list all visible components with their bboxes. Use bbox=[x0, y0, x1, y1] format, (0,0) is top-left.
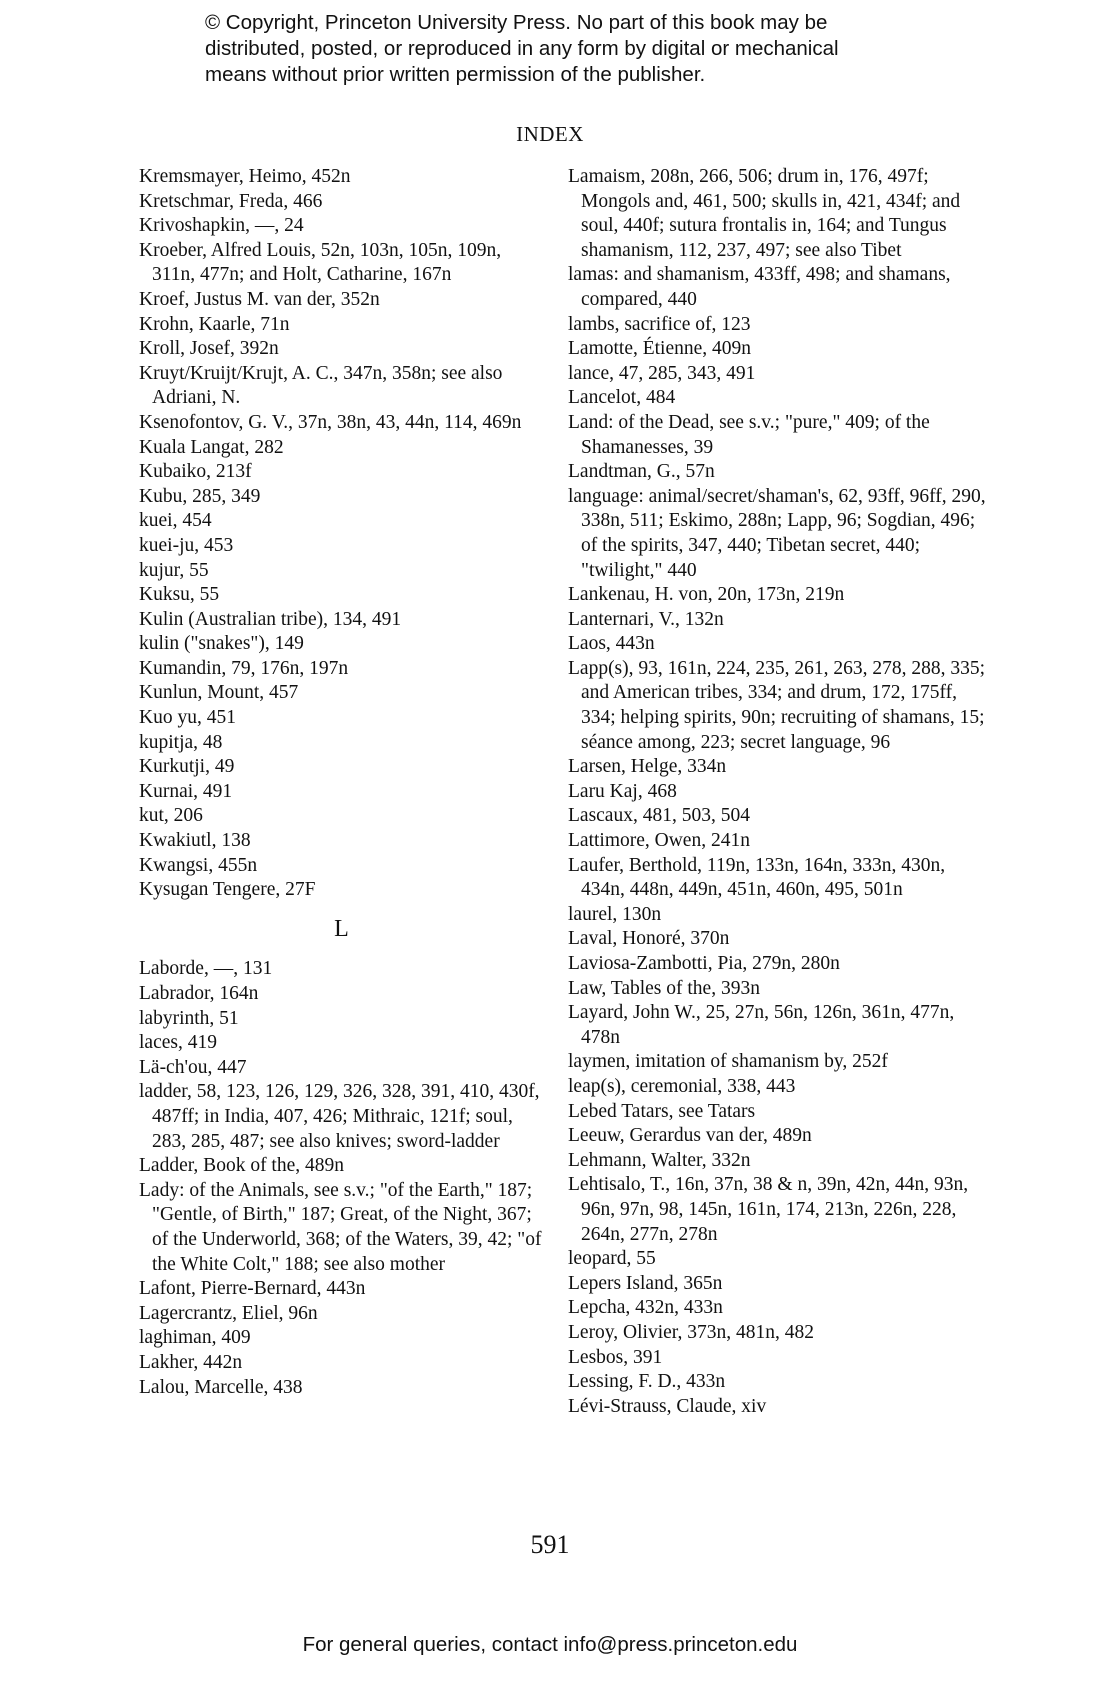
index-entry: kupitja, 48 bbox=[139, 731, 223, 753]
index-column-left bbox=[139, 165, 544, 1400]
index-entry: Lady: of the Animals, see s.v.; "of the Earth," 187; "Gentle, of Birth," 187; Great, of the Night, 367; of the Underworld, 368; of the Waters, 39, 42; "of the White Colt," 188; see also mother bbox=[139, 1179, 542, 1275]
index-entry: Lafont, Pierre-Bernard, 443n bbox=[139, 1278, 366, 1300]
index-entry: laymen, imitation of shamanism by, 252f bbox=[568, 1051, 888, 1073]
index-entry: Kwakiutl, 138 bbox=[139, 830, 251, 852]
index-entry: Kunlun, Mount, 457 bbox=[139, 682, 299, 704]
index-entry: laghiman, 409 bbox=[139, 1327, 251, 1349]
copyright-line: means without prior written permission of the publisher. bbox=[205, 63, 706, 86]
index-entry: kut, 206 bbox=[139, 805, 203, 827]
index-entry: Kruyt/Kruijt/Krujt, A. C., 347n, 358n; see also Adriani, N. bbox=[139, 362, 503, 409]
index-entry: Kwangsi, 455n bbox=[139, 854, 258, 876]
index-entry: Lä-ch'ou, 447 bbox=[139, 1056, 247, 1078]
page-title: INDEX bbox=[516, 122, 584, 146]
index-entry: Kremsmayer, Heimo, 452n bbox=[139, 166, 351, 187]
index-entry: Lattimore, Owen, 241n bbox=[568, 830, 750, 852]
copyright-line: distributed, posted, or reproduced in any form by digital or mechanical bbox=[205, 37, 839, 60]
index-entry: laces, 419 bbox=[139, 1032, 217, 1054]
index-entry: labyrinth, 51 bbox=[139, 1007, 239, 1029]
index-entry: kuei-ju, 453 bbox=[139, 534, 234, 556]
index-entry: Lancelot, 484 bbox=[568, 387, 676, 409]
index-entry: Kulin (Australian tribe), 134, 491 bbox=[139, 608, 402, 630]
index-entry: Krohn, Kaarle, 71n bbox=[139, 313, 290, 335]
index-entry: Kroef, Justus M. van der, 352n bbox=[139, 288, 380, 310]
index-entry: Kroeber, Alfred Louis, 52n, 103n, 105n, 109n, 311n, 477n; and Holt, Catharine, 167n bbox=[139, 239, 502, 286]
footer-contact: For general queries, contact info@press.princeton.edu bbox=[302, 1633, 798, 1656]
index-entry: Laos, 443n bbox=[568, 633, 655, 655]
index-entry: Kubaiko, 213f bbox=[139, 461, 252, 483]
index-entry: Lepcha, 432n, 433n bbox=[568, 1297, 723, 1319]
index-entry: laurel, 130n bbox=[568, 903, 662, 925]
index-entry: Lessing, F. D., 433n bbox=[568, 1371, 726, 1393]
index-entry: language: animal/secret/shaman's, 62, 93ff, 96ff, 290, 338n, 511; Eskimo, 288n; Lapp, 96; Sogdian, 496; of the spirits, 347, 440; Tibetan secret, 440; "twilight," 440 bbox=[568, 485, 986, 581]
copyright-line: © Copyright, Princeton University Press. No part of this book may be bbox=[205, 11, 828, 34]
index-entry: Lakher, 442n bbox=[139, 1351, 243, 1373]
index-entry: Ladder, Book of the, 489n bbox=[139, 1155, 345, 1177]
page-number: 591 bbox=[530, 1530, 570, 1559]
index-entry: kulin ("snakes"), 149 bbox=[139, 633, 304, 655]
index-entry: lance, 47, 285, 343, 491 bbox=[568, 362, 756, 384]
index-entry: kuei, 454 bbox=[139, 510, 212, 532]
index-entry: Layard, John W., 25, 27n, 56n, 126n, 361n, 477n, 478n bbox=[568, 1002, 955, 1048]
index-entry: Kuo yu, 451 bbox=[139, 707, 236, 729]
index-entry: Lamotte, Étienne, 409n bbox=[568, 338, 752, 360]
index-entry: Larsen, Helge, 334n bbox=[568, 756, 727, 778]
index-entry: Law, Tables of the, 393n bbox=[568, 977, 760, 999]
index-entry: Lévi-Strauss, Claude, xiv bbox=[568, 1395, 767, 1417]
index-entry: Land: of the Dead, see s.v.; "pure," 409; of the Shamanesses, 39 bbox=[568, 411, 930, 458]
index-entry: leap(s), ceremonial, 338, 443 bbox=[568, 1075, 796, 1097]
index-entry: Krivoshapkin, —, 24 bbox=[139, 215, 304, 237]
index-entry: leopard, 55 bbox=[568, 1248, 656, 1270]
index-entry: Lehtisalo, T., 16n, 37n, 38 & n, 39n, 42n, 44n, 93n, 96n, 97n, 98, 145n, 161n, 174, 213n, 226n, 228, 264n, 277n, 278n bbox=[568, 1174, 969, 1245]
index-entry: Labrador, 164n bbox=[139, 983, 259, 1004]
index-column-right bbox=[568, 165, 988, 1419]
index-entry: Kumandin, 79, 176n, 197n bbox=[139, 657, 349, 679]
index-entry: kujur, 55 bbox=[139, 559, 209, 581]
index-entry: Laviosa-Zambotti, Pia, 279n, 280n bbox=[568, 953, 840, 974]
index-entry: Lehmann, Walter, 332n bbox=[568, 1149, 751, 1171]
index-entry: Lalou, Marcelle, 438 bbox=[139, 1376, 303, 1398]
copyright-notice bbox=[205, 10, 925, 88]
index-entry: Lesbos, 391 bbox=[568, 1346, 663, 1368]
index-entry: Kuala Langat, 282 bbox=[139, 436, 284, 458]
index-entry: Kretschmar, Freda, 466 bbox=[139, 190, 323, 212]
index-entry: lamas: and shamanism, 433ff, 498; and shamans, compared, 440 bbox=[568, 264, 951, 310]
index-entry: Lepers Island, 365n bbox=[568, 1272, 723, 1294]
index-entry: Leroy, Olivier, 373n, 481n, 482 bbox=[568, 1321, 814, 1343]
index-entry: Leeuw, Gerardus van der, 489n bbox=[568, 1125, 812, 1147]
index-entry: Kubu, 285, 349 bbox=[139, 485, 261, 507]
index-entry: lambs, sacrifice of, 123 bbox=[568, 313, 751, 335]
index-entry: Kurkutji, 49 bbox=[139, 756, 235, 778]
index-entry: Laru Kaj, 468 bbox=[568, 780, 677, 802]
index-entry: Kroll, Josef, 392n bbox=[139, 338, 279, 360]
index-entry: Ksenofontov, G. V., 37n, 38n, 43, 44n, 114, 469n bbox=[139, 411, 522, 433]
index-entry: Lankenau, H. von, 20n, 173n, 219n bbox=[568, 584, 845, 606]
index-entry: Laufer, Berthold, 119n, 133n, 164n, 333n, 430n, 434n, 448n, 449n, 451n, 460n, 495, 501n bbox=[568, 854, 946, 901]
index-entry: Lagercrantz, Eliel, 96n bbox=[139, 1302, 318, 1324]
index-entry: Laval, Honoré, 370n bbox=[568, 928, 730, 950]
index-entry: Lapp(s), 93, 161n, 224, 235, 261, 263, 278, 288, 335; and American tribes, 334; and drum, 172, 175ff, 334; helping spirits, 90n; recruiting of shamans, 15; séance among, 223; secret language, 96 bbox=[568, 657, 986, 753]
index-entry: Landtman, G., 57n bbox=[568, 461, 715, 483]
index-entry: Kysugan Tengere, 27F bbox=[139, 879, 316, 901]
index-entry: Kurnai, 491 bbox=[139, 780, 233, 802]
index-entry: Lascaux, 481, 503, 504 bbox=[568, 805, 750, 827]
section-letter: L bbox=[334, 915, 349, 942]
index-entry: Lamaism, 208n, 266, 506; drum in, 176, 497f; Mongols and, 461, 500; skulls in, 421, 434f; and soul, 440f; sutura frontalis in, 164; and Tungus shamanism, 112, 237, 497; see also Tibet bbox=[568, 166, 961, 261]
index-entry: Laborde, —, 131 bbox=[139, 958, 273, 980]
index-entry: Lebed Tatars, see Tatars bbox=[568, 1100, 756, 1122]
index-entry: Lanternari, V., 132n bbox=[568, 608, 724, 630]
index-entry: ladder, 58, 123, 126, 129, 326, 328, 391, 410, 430f, 487ff; in India, 407, 426; Mithraic, 121f; soul, 283, 285, 487; see also knives; sword-ladder bbox=[139, 1081, 540, 1152]
index-entry: Kuksu, 55 bbox=[139, 584, 220, 606]
